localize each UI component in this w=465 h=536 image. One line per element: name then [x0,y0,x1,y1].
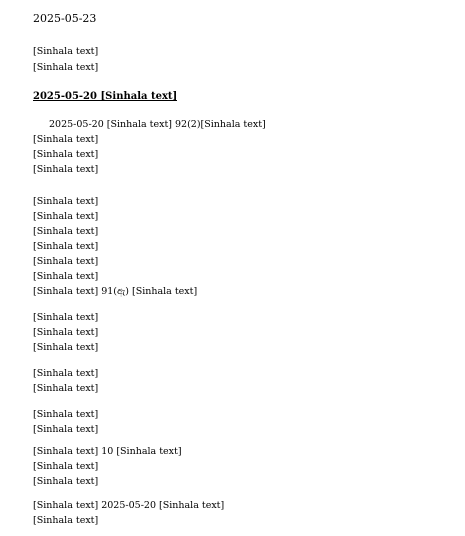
paragraph-7-line: [Sinhala text] 2025-05-20 [Sinhala text] [33,500,225,511]
letter-date: 2025-05-23 [33,13,97,25]
paragraph-2-line: [Sinhala text] [33,211,99,222]
paragraph-4-line: [Sinhala text] [33,368,99,379]
paragraph-3-line: [Sinhala text] [33,342,99,353]
recipient-institution: [Sinhala text] [33,62,99,73]
letter-subject: 2025-05-20 [Sinhala text] [33,91,178,102]
paragraph-2-line: [Sinhala text] [33,241,99,252]
paragraph-4-line: [Sinhala text] [33,383,99,394]
paragraph-6-line: [Sinhala text] [33,476,99,487]
paragraph-5-line: [Sinhala text] [33,409,99,420]
paragraph-6-line: [Sinhala text] 10 [Sinhala text] [33,446,182,457]
paragraph-1-line: [Sinhala text] [33,134,99,145]
paragraph-1-line: [Sinhala text] [33,164,99,175]
paragraph-3-line: [Sinhala text] [33,327,99,338]
recipient-title: [Sinhala text] [33,46,99,57]
paragraph-2-line: [Sinhala text] [33,271,99,282]
paragraph-2-line: [Sinhala text] [33,256,99,267]
paragraph-1-line: 2025-05-20 [Sinhala text] 92(2)[Sinhala text] [49,119,266,130]
paragraph-2-line: [Sinhala text] [33,226,99,237]
paragraph-1-line: [Sinhala text] [33,149,99,160]
paragraph-3-line: [Sinhala text] [33,312,99,323]
paragraph-5-line: [Sinhala text] [33,424,99,435]
paragraph-7-line: [Sinhala text] [33,515,99,526]
paragraph-2-line: [Sinhala text] [33,196,99,207]
paragraph-6-line: [Sinhala text] [33,461,99,472]
paragraph-2-line: [Sinhala text] 91(ඇ) [Sinhala text] [33,286,198,297]
